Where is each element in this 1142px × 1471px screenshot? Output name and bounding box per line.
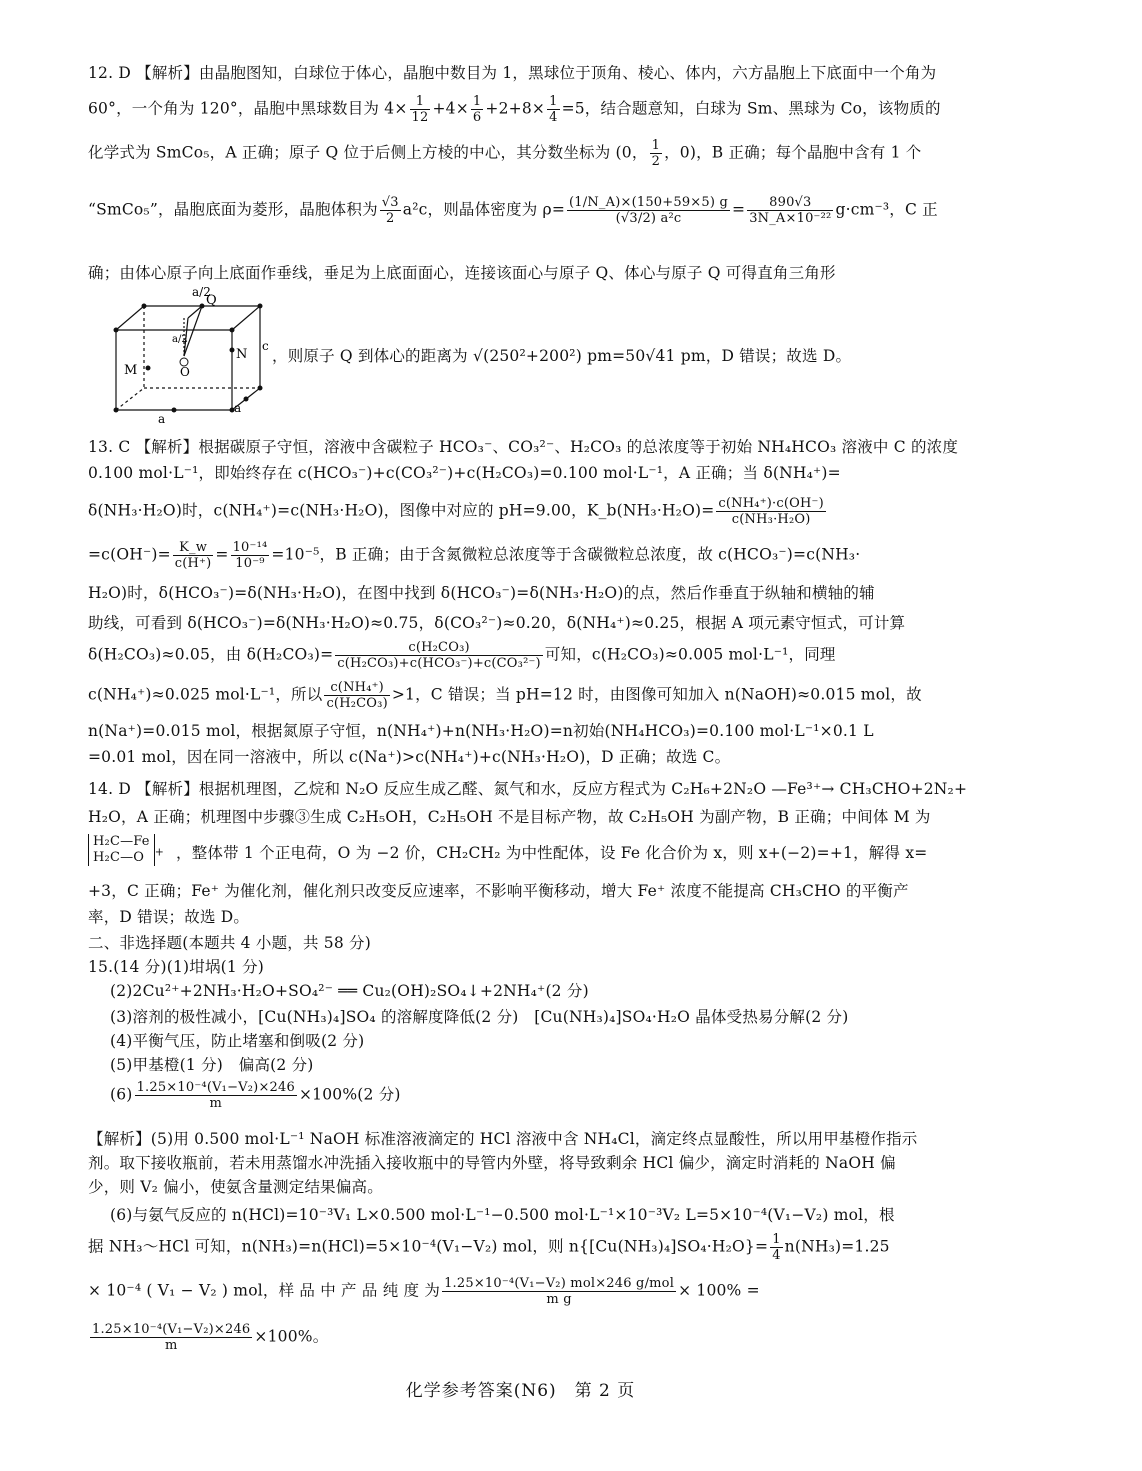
fraction: $\frac{\text{c(H₂CO₃)}}{\text{c(H₂CO₃)+c(HCO₃⁻)+c(CO₃²⁻)}}$ xyxy=(337,640,541,671)
fraction: $\frac{√3}{2}$ xyxy=(381,195,399,226)
q14-line-1: 14. D 【解析】根据机理图，乙烷和 N₂O 反应生成乙醛、氮气和水，反应方程式为 C₂H₆+2N₂O —Fe³⁺→ CH₃CHO+2N₂+ xyxy=(88,780,968,798)
figure-label: a/2 xyxy=(192,285,211,299)
q13-line-3: δ(NH₃·H₂O)时，c(NH₄⁺)=c(NH₃·H₂O)，图像中对应的 pH=9.00，K_b(NH₃·H₂O)= $\frac{\text{c(NH₄⁺)·c(OH⁻)}}{\text{c(NH₃·H₂O)}}$ xyxy=(88,496,824,527)
q12-line-6: ，则原子 Q 到体心的距离为 √(250²+200²) pm=50√41 pm，D 错误；故选 D。 xyxy=(272,347,852,365)
q12-line-4: “SmCo₅”，晶胞底面为菱形，晶胞体积为 $\frac{√3}{2}$ a²c，则晶体密度为 ρ= $\frac{(1/N\_A)\times(150+59\times 5) g}{\text{(√3/2) a²c}}$ = $\frac{890√3}{\text{3N\_A×10⁻²²}}$ g·cm⁻³，C 正 xyxy=(88,195,938,226)
fraction: $\frac{1}{6}$ xyxy=(472,94,482,125)
q15-analysis-1: 【解析】(5)用 0.500 mol·L⁻¹ NaOH 标准溶液滴定的 HCl 溶液中含 NH₄Cl，滴定终点显酸性，所以用甲基橙作指示 xyxy=(88,1130,918,1148)
q13-line-6: 助线，可看到 δ(HCO₃⁻)=δ(NH₃·H₂O)≈0.75，δ(CO₃²⁻)≈0.20，δ(NH₄⁺)≈0.25，根据 A 项元素守恒式，可计算 xyxy=(88,614,906,632)
q14-line-2: H₂O，A 正确；机理图中步骤③生成 C₂H₅OH，C₂H₅OH 不是目标产物，故 C₂H₅OH 为副产物，B 正确；中间体 M 为 xyxy=(88,808,931,826)
q15-answer-6: (6) $\frac{\text{1.25×10⁻⁴(V₁−V₂)×246}}{m}$ ×100%(2 分) xyxy=(110,1080,401,1111)
fraction: $\frac{1}{4}$ xyxy=(772,1232,781,1263)
fraction: $\frac{\text{1.25×10⁻⁴(V₁−V₂) mol×246 g/mol}}{\text{m g}}$ xyxy=(444,1276,675,1307)
q12-line-2: 60°，一个角为 120°，晶胞中黑球数目为 4× $\frac{1}{12}$ +4× $\frac{1}{6}$ +2+8× $\frac{1}{4}$ =5，结合题意知，白球为 Sm、黑球为 Co，该物质的 xyxy=(88,94,941,125)
fraction: $\frac{\text{1.25×10⁻⁴(V₁−V₂)×246}}{m}$ xyxy=(136,1080,295,1111)
figure-label: a/2 xyxy=(172,334,188,345)
q12-line-3: 化学式为 SmCo₅，A 正确；原子 Q 位于后侧上方棱的中心，其分数坐标为 (0， $\frac{1}{2}$ ，0)，B 正确；每个晶胞中含有 1 个 xyxy=(88,138,922,169)
page-footer: 化学参考答案(N6) 第 2 页 xyxy=(405,1381,636,1401)
figure-label-a: a xyxy=(158,412,166,426)
figure-label-n: N xyxy=(236,347,248,362)
intermediate-m-structure: H₂C—Fe H₂C—O + xyxy=(88,834,198,866)
q13-line-2: 0.100 mol·L⁻¹，即始终存在 c(HCO₃⁻)+c(CO₃²⁻)+c(H₂CO₃)=0.100 mol·L⁻¹，A 正确；当 δ(NH₄⁺)= xyxy=(88,464,841,482)
q14-line-4: +3，C 正确；Fe⁺ 为催化剂，催化剂只改变反应速率，不影响平衡移动，增大 Fe⁺ 浓度不能提高 CH₃CHO 的平衡产 xyxy=(88,882,909,900)
fraction: $\frac{K\_w}{c(H^+)}$ xyxy=(174,540,212,571)
q15-analysis-4: (6)与氨气反应的 n(HCl)=10⁻³V₁ L×0.500 mol·L⁻¹−0.500 mol·L⁻¹×10⁻³V₂ L=5×10⁻⁴(V₁−V₂) mol，根 xyxy=(110,1206,895,1224)
fraction: $\frac{890√3}{\text{3N\_A×10⁻²²}}$ xyxy=(749,195,832,226)
q15-analysis-3: 少，则 V₂ 偏小，使氨含量测定结果偏高。 xyxy=(88,1178,383,1196)
q14-line-3: ，整体带 1 个正电荷，O 为 −2 价，CH₂CH₂ 为中性配体，设 Fe 化合价为 x，则 x+(−2)=+1，解得 x= xyxy=(176,844,928,862)
figure-label-m: M xyxy=(124,363,138,378)
hexagonal-cell-diagram xyxy=(108,284,268,424)
figure-label-c: c xyxy=(262,339,269,353)
q13-line-9: n(Na⁺)=0.015 mol，根据氮原子守恒，n(NH₄⁺)+n(NH₃·H₂O)=n初始(NH₄HCO₃)=0.100 mol·L⁻¹×0.1 L xyxy=(88,722,874,740)
q13-line-8: c(NH₄⁺)≈0.025 mol·L⁻¹，所以 $\frac{\text{c(NH₄⁺)}}{\text{c(H₂CO₃)}}$ >1，C 错误；当 pH=12 时，由图像可知加入 n(NaOH)≈0.015 mol，故 xyxy=(88,680,922,711)
q15-answer-4: (4)平衡气压，防止堵塞和倒吸(2 分) xyxy=(110,1032,365,1050)
q15-analysis-2: 剂。取下接收瓶前，若未用蒸馏水冲洗插入接收瓶中的导管内外壁，将导致剩余 HCl 偏少，滴定时消耗的 NaOH 偏 xyxy=(88,1154,896,1172)
q15-analysis-6: × 10⁻⁴ ( V₁ − V₂ ) mol，样 品 中 产 品 纯 度 为 $\frac{\text{1.25×10⁻⁴(V₁−V₂) mol×246 g/mol}}{\text{m g}}$ × 100% = xyxy=(88,1276,760,1307)
q13-line-4: =c(OH⁻)= $\frac{K\_w}{c(H^+)}$ = $\frac{\text{10⁻¹⁴}}{\text{10⁻⁹}}$ =10⁻⁵，B 正确；由于含氮微粒总浓度等于含碳微粒总浓度，故 c(HCO₃⁻)=c(NH₃· xyxy=(88,540,861,571)
q15-analysis-7: $\frac{\text{1.25×10⁻⁴(V₁−V₂)×246}}{m}$ ×100%。 xyxy=(92,1322,329,1353)
figure-label-a: a xyxy=(234,401,242,415)
fraction: $\frac{1}{12}$ xyxy=(411,94,429,125)
q13-line-10: =0.01 mol，因在同一溶液中，所以 c(Na⁺)>c(NH₄⁺)+c(NH₃·H₂O)，D 正确；故选 C。 xyxy=(88,748,731,766)
fraction: $\frac{\text{c(NH₄⁺)·c(OH⁻)}}{\text{c(NH₃·H₂O)}}$ xyxy=(718,496,824,527)
q13-line-1: 13. C 【解析】根据碳原子守恒，溶液中含碳粒子 HCO₃⁻、CO₃²⁻、H₂CO₃ 的总浓度等于初始 NH₄HCO₃ 溶液中 C 的浓度 xyxy=(88,438,959,456)
q12-line-1: 12. D 【解析】由晶胞图知，白球位于体心，晶胞中数目为 1，黑球位于顶角、棱心、体内，六方晶胞上下底面中一个角为 xyxy=(88,64,937,82)
density-fraction: $\frac{(1/N\_A)\times(150+59\times 5) g}{\text{(√3/2) a²c}}$ xyxy=(569,195,728,226)
q15-line-1: 15.(14 分)(1)坩埚(1 分) xyxy=(88,958,265,976)
q14-line-5: 率，D 错误；故选 D。 xyxy=(88,908,250,926)
fraction: $\frac{\text{c(NH₄⁺)}}{\text{c(H₂CO₃)}}$ xyxy=(326,680,388,711)
q15-analysis-5: 据 NH₃～HCl 可知，n(NH₃)=n(HCl)=5×10⁻⁴(V₁−V₂) mol，则 n{[Cu(NH₃)₄]SO₄·H₂O}= $\frac{1}{4}$ n(NH₃)=1.25 xyxy=(88,1232,890,1263)
fraction: $\frac{1}{4}$ xyxy=(549,94,558,125)
q13-line-5: H₂O)时，δ(HCO₃⁻)=δ(NH₃·H₂O)，在图中找到 δ(HCO₃⁻)=δ(NH₃·H₂O)的点，然后作垂直于纵轴和横轴的辅 xyxy=(88,584,875,602)
figure-label-o: O xyxy=(180,365,190,379)
fraction: $\frac{\text{1.25×10⁻⁴(V₁−V₂)×246}}{m}$ xyxy=(92,1322,251,1353)
figure-label-q: Q xyxy=(206,293,217,308)
q15-answer-3: (3)溶剂的极性减小，[Cu(NH₃)₄]SO₄ 的溶解度降低(2 分) [Cu(NH₃)₄]SO₄·H₂O 晶体受热易分解(2 分) xyxy=(110,1008,849,1026)
fraction: $\frac{1}{2}$ xyxy=(651,138,661,169)
q15-answer-5: (5)甲基橙(1 分) 偏高(2 分) xyxy=(110,1056,314,1074)
q15-answer-2: (2)2Cu²⁺+2NH₃·H₂O+SO₄²⁻ ══ Cu₂(OH)₂SO₄↓+2NH₄⁺(2 分) xyxy=(110,982,589,1000)
q13-line-7: δ(H₂CO₃)≈0.05，由 δ(H₂CO₃)= $\frac{\text{c(H₂CO₃)}}{\text{c(H₂CO₃)+c(HCO₃⁻)+c(CO₃²⁻)}}$ 可知，c(H₂CO₃)≈0.005 mol·L⁻¹，同理 xyxy=(88,640,836,671)
fraction: $\frac{\text{10⁻¹⁴}}{\text{10⁻⁹}}$ xyxy=(232,540,268,571)
q12-line-5: 确；由体心原子向上底面作垂线，垂足为上底面面心，连接该面心与原子 Q、体心与原子 Q 可得直角三角形 xyxy=(88,264,836,282)
section-heading: 二、非选择题(本题共 4 小题，共 58 分) xyxy=(88,934,371,952)
